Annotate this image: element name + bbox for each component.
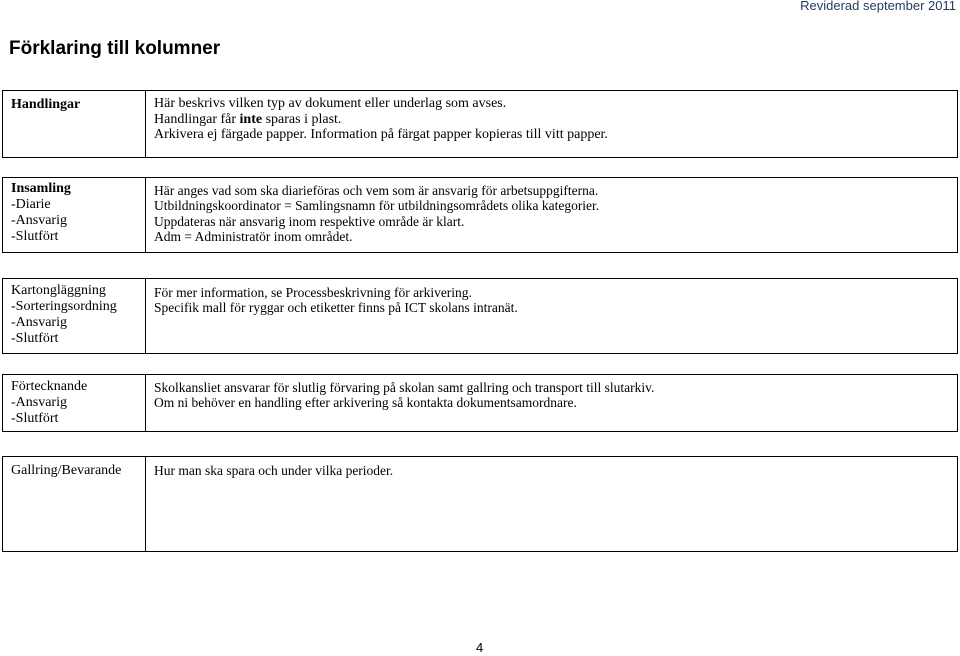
- row-sublabel: -Ansvarig: [11, 213, 67, 228]
- explanation-table-kartonglaggning: [2, 278, 958, 354]
- description-line: Här anges vad som ska diarieföras och vem som är ansvarig för arbetsuppgifterna.: [154, 183, 599, 198]
- row-sublabel: -Ansvarig: [11, 395, 67, 410]
- row-sublabel: -Slutfört: [11, 411, 59, 426]
- row-sublabel: -Slutfört: [11, 229, 59, 244]
- revision-header: Reviderad september 2011: [800, 0, 956, 13]
- description-cell: [146, 279, 958, 354]
- description-line: Specifik mall för ryggar och etiketter finns på ICT skolans intranät.: [154, 300, 518, 316]
- row-sublabel: -Ansvarig: [11, 315, 67, 330]
- table-row: [3, 279, 958, 354]
- description-cell: [146, 91, 958, 158]
- row-label-handlingar: Handlingar: [11, 97, 81, 112]
- description-line: Adm = Administratör inom området.: [154, 229, 353, 245]
- description-line: För mer information, se Processbeskrivning för arkivering.: [154, 285, 472, 300]
- table-row: [3, 91, 958, 158]
- emphasis-text: inte: [239, 111, 263, 127]
- description-cell: [146, 178, 958, 253]
- description-line: Uppdateras när ansvarig inom respektive område är klart.: [154, 213, 465, 229]
- explanation-table-handlingar: [2, 90, 958, 158]
- description-line: Skolkansliet ansvarar för slutlig förvaring på skolan samt gallring och transport till slutarkiv.: [154, 380, 655, 395]
- description-line: Om ni behöver en handling efter arkivering så kontakta dokumentsamordnare.: [154, 395, 577, 411]
- row-label-kartonglaggning: Kartongläggning: [11, 283, 106, 298]
- explanation-table-insamling: [2, 177, 958, 253]
- description-line: [154, 112, 949, 128]
- description-cell: [146, 457, 958, 552]
- page-number: 4: [476, 640, 484, 655]
- table-row: [3, 178, 958, 253]
- label-cell: [3, 91, 146, 158]
- row-label-insamling: Insamling: [11, 181, 71, 196]
- row-sublabel: -Slutfört: [11, 331, 59, 346]
- table-row: [3, 375, 958, 432]
- label-cell: [3, 279, 146, 354]
- label-cell: [3, 178, 146, 253]
- text-fragment: sparas i plast.: [262, 111, 342, 127]
- label-cell: [3, 375, 146, 432]
- row-sublabel: -Diarie: [11, 197, 51, 212]
- row-label-fortecknande: Förtecknande: [11, 379, 88, 394]
- document-title: Förklaring till kolumner: [9, 38, 221, 59]
- label-cell: [3, 457, 146, 552]
- description-line: Hur man ska spara och under vilka perioder.: [154, 463, 394, 478]
- row-sublabel: -Sorteringsordning: [11, 299, 117, 314]
- description-line: Här beskrivs vilken typ av dokument eller underlag som avses.: [154, 96, 507, 111]
- row-label-gallring-bevarande: Gallring/Bevarande: [11, 463, 122, 478]
- description-line: Utbildningskoordinator = Samlingsnamn för utbildningsområdets olika kategorier.: [154, 198, 600, 214]
- text-fragment: Handlingar får: [154, 111, 240, 127]
- explanation-table-gallring: [2, 456, 958, 552]
- description-line: Arkivera ej färgade papper. Information på färgat papper kopieras till vitt papper.: [154, 127, 608, 143]
- table-row: [3, 457, 958, 552]
- explanation-table-fortecknande: [2, 374, 958, 432]
- description-cell: [146, 375, 958, 432]
